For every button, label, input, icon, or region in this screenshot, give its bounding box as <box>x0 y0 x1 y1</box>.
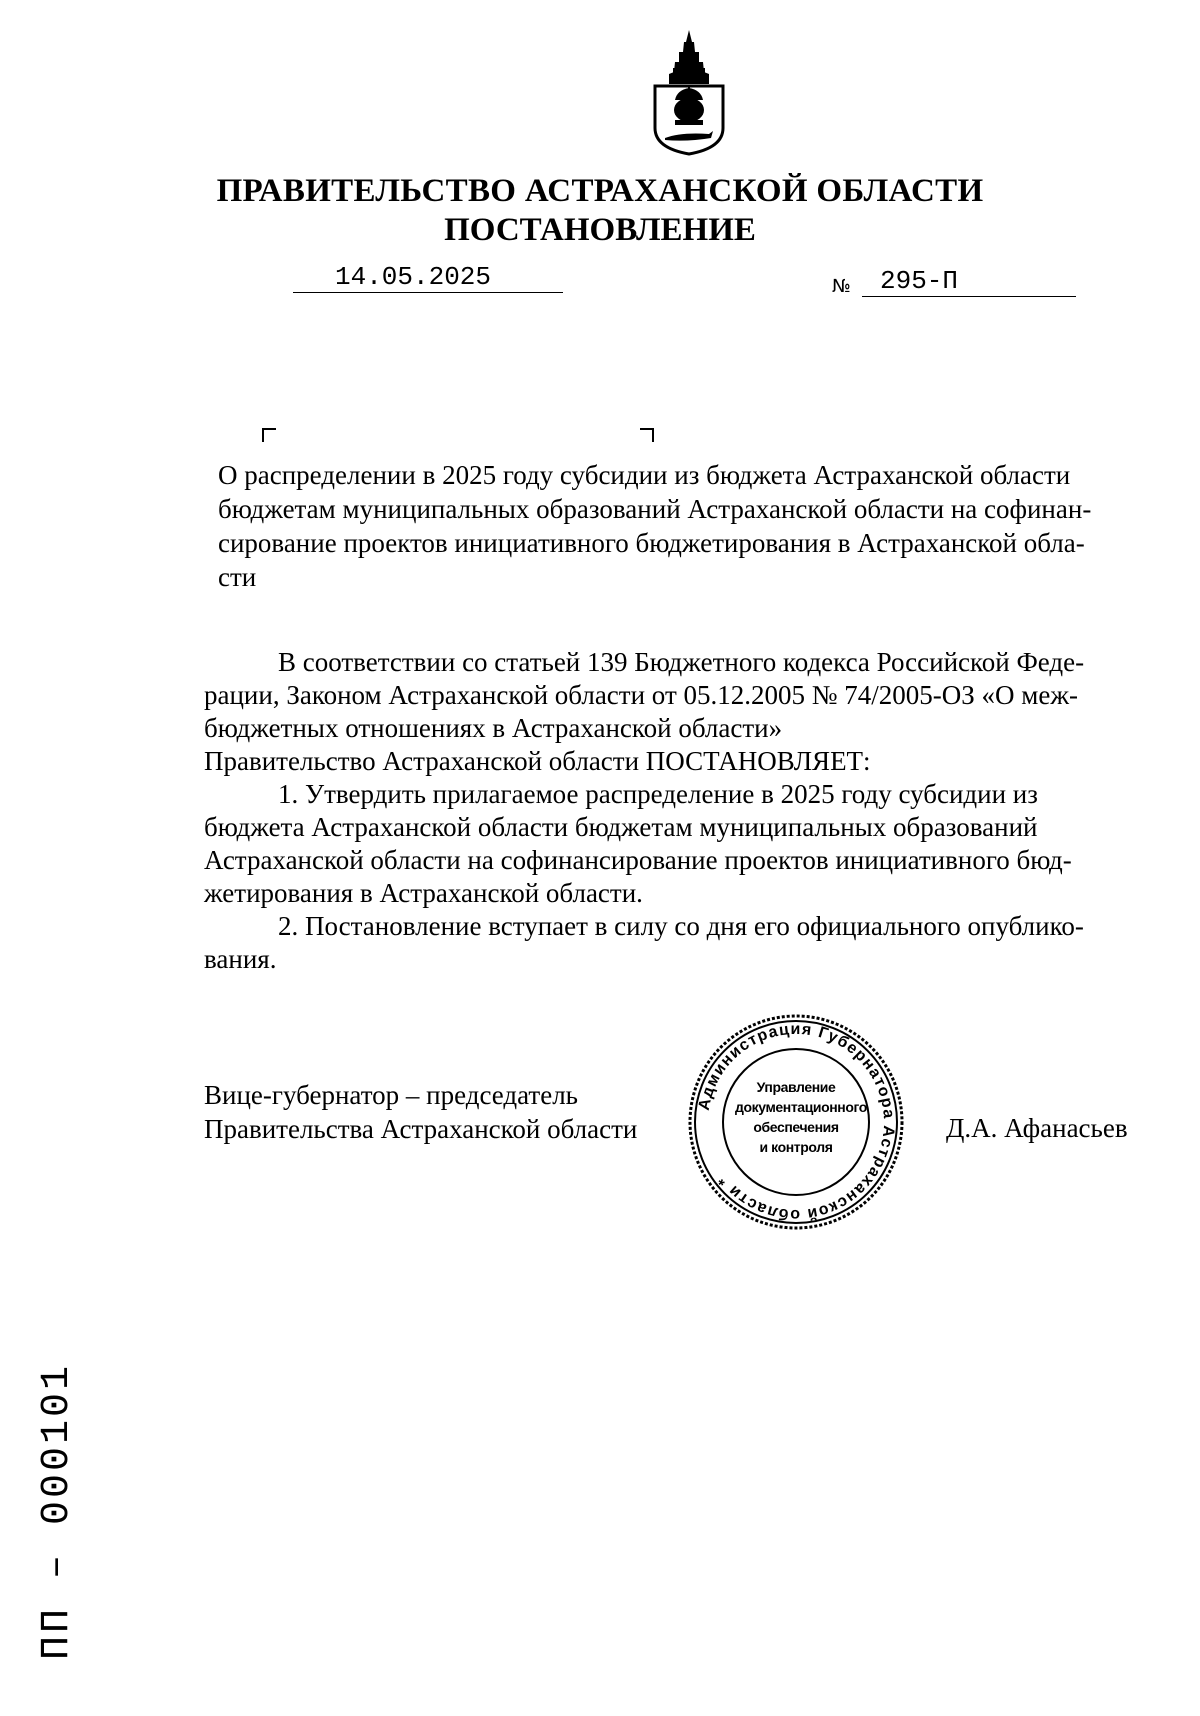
number-underline <box>862 296 1076 297</box>
body-line: Астраханской области на софинансирование проектов инициативного бюд- <box>204 845 1072 875</box>
registration-number: ПП – 000101 <box>35 1362 80 1660</box>
subject-line: сирование проектов инициативного бюджетирования в Астраханской обла- <box>218 528 1085 558</box>
subject-line: О распределении в 2025 году субсидии из бюджета Астраханской области <box>218 460 1071 490</box>
stamp-ring-text: Администрация Губернатора Астраханской области * <box>695 1020 898 1224</box>
document-type-title: ПОСТАНОВЛЕНИЕ <box>444 212 756 248</box>
stamp-inner-line: обеспечения <box>753 1119 839 1135</box>
coat-of-arms-emblem <box>647 28 731 156</box>
signatory-title-line: Правительства Астраханской области <box>204 1114 638 1144</box>
body-line: 1. Утвердить прилагаемое распределение в 2025 году субсидии из <box>278 779 1038 809</box>
body-line: жетирования в Астраханской области. <box>204 878 643 908</box>
body-line: 2. Постановление вступает в силу со дня его официального опублико- <box>278 911 1084 941</box>
subject-corner-left <box>262 428 276 442</box>
signatory-name: Д.А. Афанасьев <box>946 1113 1128 1143</box>
body-line: Правительство Астраханской области ПОСТАНОВЛЯЕТ: <box>204 746 871 776</box>
body-line: вания. <box>204 944 277 974</box>
stamp-inner-line: и контроля <box>759 1139 833 1155</box>
body-line: рации, Законом Астраханской области от 05.12.2005 № 74/2005-ОЗ «О меж- <box>204 680 1078 710</box>
body-line: бюджетных отношениях в Астраханской области» <box>204 713 783 743</box>
stamp-inner-line: Управление <box>756 1079 836 1095</box>
organization-title: ПРАВИТЕЛЬСТВО АСТРАХАНСКОЙ ОБЛАСТИ <box>216 173 984 209</box>
subject-line: сти <box>218 562 257 592</box>
signatory-title <box>204 1078 637 1146</box>
document-subject <box>218 458 1146 594</box>
stamp-inner-line: документационного <box>735 1099 867 1115</box>
subject-line: бюджетам муниципальных образований Астраханской области на софинан- <box>218 494 1092 524</box>
body-line: В соответствии со статьей 139 Бюджетного кодекса Российской Феде- <box>278 647 1085 677</box>
document-body <box>204 646 1146 976</box>
document-number: 295-П <box>880 266 959 296</box>
body-line: бюджета Астраханской области бюджетам муниципальных образований <box>204 812 1038 842</box>
signatory-title-line: Вице-губернатор – председатель <box>204 1080 578 1110</box>
document-date: 14.05.2025 <box>334 262 492 292</box>
stamp-inner-text <box>735 1077 867 1157</box>
date-underline <box>293 292 563 293</box>
number-sign: № <box>832 276 851 297</box>
subject-corner-right <box>640 428 654 442</box>
